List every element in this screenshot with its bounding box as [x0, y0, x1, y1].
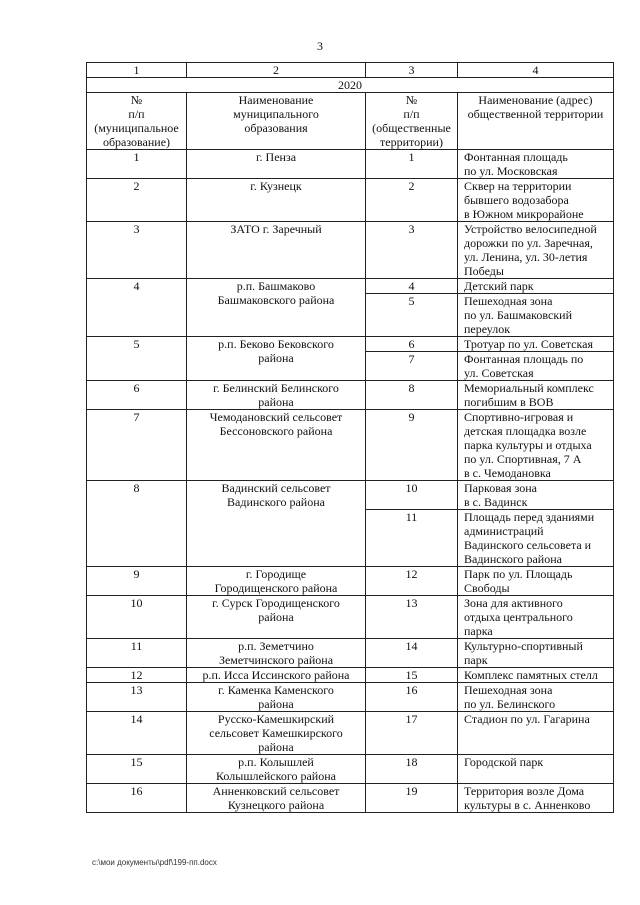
mo-number-cell: 16: [87, 784, 187, 813]
mo-number-cell: 3: [87, 222, 187, 279]
mo-name-cell-line: Башмаковского района: [217, 293, 335, 307]
header-mo-name-line: муниципального: [233, 107, 319, 121]
territory-name-cell-line: Парк по ул. Площадь: [464, 567, 573, 581]
territory-number-cell: 18: [366, 755, 458, 784]
header-territory-number-line: №: [405, 93, 418, 107]
header-territory-name-line: общественной территории: [467, 107, 604, 121]
territory-number-cell: 16: [366, 683, 458, 712]
territory-name-cell: [458, 683, 614, 712]
territory-name-cell: [458, 179, 614, 222]
column-number-cell: 3: [366, 63, 458, 78]
mo-name-cell: [187, 639, 366, 668]
territory-name-cell-line: Городской парк: [464, 755, 544, 769]
footer-file-path: c:\мои документы\pdf\199-пп.docx: [92, 858, 217, 867]
header-territory-number: [366, 93, 458, 150]
header-mo-name-line: Наименование: [238, 93, 314, 107]
mo-name-cell: [187, 712, 366, 755]
territory-name-cell-line: парка культуры и отдыха: [464, 438, 592, 452]
table-row: [87, 668, 614, 683]
mo-name-cell-line: Анненковский сельсовет: [212, 784, 340, 798]
territory-name-cell-line: переулок: [464, 322, 511, 336]
territory-name-cell-line: Территория возле Дома: [464, 784, 585, 798]
mo-name-cell-line: г. Каменка Каменского: [218, 683, 334, 697]
territory-name-cell-line: Вадинского района: [464, 552, 562, 566]
territory-name-cell-line: Парковая зона: [464, 481, 537, 495]
mo-name-cell: [187, 279, 366, 337]
territory-name-cell: [458, 150, 614, 179]
mo-name-cell: [187, 150, 366, 179]
mo-name-cell: [187, 596, 366, 639]
territory-name-cell-line: Зона для активного: [464, 596, 563, 610]
mo-name-cell-line: сельсовет Камешкирского: [209, 726, 343, 740]
mo-name-cell-line: р.п. Беково Бековского: [218, 337, 334, 351]
territory-name-cell-line: дорожки по ул. Заречная,: [464, 236, 593, 250]
header-territory-name: [458, 93, 614, 150]
mo-name-cell: [187, 683, 366, 712]
territory-name-cell-line: администраций: [464, 524, 544, 538]
territory-name-cell-line: Пешеходная зона: [464, 683, 553, 697]
mo-name-cell-line: Вадинского района: [227, 495, 325, 509]
territory-name-cell-line: Сквер на территории: [464, 179, 572, 193]
mo-name-cell-line: г. Пенза: [255, 150, 297, 164]
mo-name-cell-line: Бессоновского района: [219, 424, 333, 438]
header-territory-number-line: п/п: [403, 107, 420, 121]
year-row: [87, 78, 614, 93]
territory-number-cell: 5: [366, 294, 458, 337]
mo-name-cell: [187, 381, 366, 410]
mo-name-cell-line: района: [258, 351, 294, 365]
territory-name-cell-line: Фонтанная площадь по: [464, 352, 584, 366]
territory-name-cell-line: Мемориальный комплекс: [464, 381, 594, 395]
mo-number-cell: 4: [87, 279, 187, 337]
header-mo-number-line: №: [130, 93, 143, 107]
territory-name-cell-line: по ул. Башмаковский: [464, 308, 572, 322]
territories-table: [86, 62, 614, 813]
territory-number-cell: 17: [366, 712, 458, 755]
table-row: [87, 596, 614, 639]
mo-name-cell-line: Кузнецкого района: [227, 798, 325, 812]
territory-number-cell: 8: [366, 381, 458, 410]
territory-name-cell: [458, 481, 614, 510]
table-row: [87, 567, 614, 596]
mo-number-cell: 2: [87, 179, 187, 222]
territory-name-cell-line: парка: [464, 624, 493, 638]
territory-name-cell-line: отдыха центрального: [464, 610, 573, 624]
table-row: [87, 683, 614, 712]
territory-name-cell-line: Спортивно-игровая и: [464, 410, 574, 424]
mo-name-cell: [187, 755, 366, 784]
territory-number-cell: 1: [366, 150, 458, 179]
mo-name-cell-line: Русско-Камешкирский: [217, 712, 335, 726]
territory-name-cell-line: Стадион по ул. Гагарина: [464, 712, 590, 726]
territory-number-cell: 14: [366, 639, 458, 668]
header-mo-number-line: п/п: [128, 107, 145, 121]
header-territory-name-line: Наименование (адрес): [478, 93, 593, 107]
mo-name-cell-line: г. Кузнецк: [250, 179, 302, 193]
territory-number-cell: 10: [366, 481, 458, 510]
table-row: [87, 410, 614, 481]
mo-number-cell: 8: [87, 481, 187, 567]
territory-name-cell-line: Фонтанная площадь: [464, 150, 568, 164]
territory-name-cell-line: парк: [464, 653, 488, 667]
territory-name-cell-line: погибшим в ВОВ: [464, 395, 554, 409]
territory-name-cell: [458, 352, 614, 381]
header-mo-number-line: образование): [102, 135, 171, 149]
territory-name-cell-line: в с. Вадинск: [464, 495, 528, 509]
header-mo-name-line: образования: [244, 121, 308, 135]
territory-name-cell-line: Устройство велосипедной: [464, 222, 597, 236]
territory-name-cell-line: по ул. Московская: [464, 164, 558, 178]
mo-number-cell: 5: [87, 337, 187, 381]
territory-name-cell-line: Культурно-спортивный: [464, 639, 583, 653]
territory-number-cell: 6: [366, 337, 458, 352]
header-territory-number-line: территории): [380, 135, 443, 149]
mo-name-cell-line: Вадинский сельсовет: [221, 481, 331, 495]
territory-name-cell: [458, 222, 614, 279]
mo-name-cell-line: ЗАТО г. Заречный: [230, 222, 322, 236]
territory-number-cell: 7: [366, 352, 458, 381]
table-row: [87, 712, 614, 755]
mo-name-cell: [187, 410, 366, 481]
column-number-row: [87, 63, 614, 78]
territory-number-cell: 13: [366, 596, 458, 639]
mo-name-cell-line: г. Белинский Белинского: [213, 381, 339, 395]
territory-name-cell: [458, 755, 614, 784]
territory-name-cell-line: бывшего водозабора: [464, 193, 569, 207]
territory-name-cell-line: Площадь перед зданиями: [464, 510, 595, 524]
header-territory-number-line: (общественные: [372, 121, 451, 135]
territory-name-cell: [458, 381, 614, 410]
territory-name-cell-line: Комплекс памятных стелл: [464, 668, 598, 682]
mo-number-cell: 10: [87, 596, 187, 639]
territory-name-cell: [458, 510, 614, 567]
table-row: [87, 337, 614, 352]
mo-number-cell: 9: [87, 567, 187, 596]
territory-name-cell: [458, 337, 614, 352]
table-row: [87, 381, 614, 410]
mo-name-cell: [187, 668, 366, 683]
territory-name-cell-line: в с. Чемодановка: [464, 466, 551, 480]
table-body: [87, 63, 614, 813]
territory-number-cell: 3: [366, 222, 458, 279]
territory-name-cell-line: по ул. Белинского: [464, 697, 556, 711]
mo-name-cell: [187, 784, 366, 813]
mo-name-cell: [187, 337, 366, 381]
table-row: [87, 222, 614, 279]
mo-number-cell: 12: [87, 668, 187, 683]
territory-name-cell-line: Свободы: [464, 581, 510, 595]
mo-name-cell-line: Земетчинского района: [218, 653, 334, 667]
territory-number-cell: 4: [366, 279, 458, 294]
territory-number-cell: 11: [366, 510, 458, 567]
territory-name-cell-line: Пешеходная зона: [464, 294, 553, 308]
territory-name-cell-line: ул. Советская: [464, 366, 534, 380]
table-row: [87, 481, 614, 510]
territory-name-cell: [458, 712, 614, 755]
table-row: [87, 179, 614, 222]
mo-number-cell: 15: [87, 755, 187, 784]
territory-name-cell-line: Детский парк: [464, 279, 534, 293]
territory-name-cell: [458, 596, 614, 639]
territory-name-cell-line: Победы: [464, 264, 504, 278]
mo-name-cell-line: Чемодановский сельсовет: [209, 410, 343, 424]
territory-name-cell: [458, 567, 614, 596]
mo-number-cell: 14: [87, 712, 187, 755]
mo-number-cell: 11: [87, 639, 187, 668]
mo-name-cell-line: г. Сурск Городищенского: [212, 596, 340, 610]
mo-name-cell-line: р.п. Башмаково: [236, 279, 316, 293]
mo-name-cell: [187, 179, 366, 222]
header-row: [87, 93, 614, 150]
mo-name-cell-line: района: [258, 697, 294, 711]
territory-name-cell-line: Тротуар по ул. Советская: [464, 337, 593, 351]
mo-number-cell: 1: [87, 150, 187, 179]
table-row: [87, 755, 614, 784]
territory-number-cell: 9: [366, 410, 458, 481]
territory-name-cell: [458, 668, 614, 683]
column-number-cell: 4: [458, 63, 614, 78]
territory-number-cell: 12: [366, 567, 458, 596]
column-number-cell: 1: [87, 63, 187, 78]
header-mo-name: [187, 93, 366, 150]
mo-number-cell: 13: [87, 683, 187, 712]
territory-name-cell: [458, 410, 614, 481]
year-cell: 2020: [87, 78, 614, 93]
territory-name-cell-line: Вадинского сельсовета и: [464, 538, 592, 552]
territory-number-cell: 2: [366, 179, 458, 222]
territory-name-cell-line: детская площадка возле: [464, 424, 587, 438]
column-number-cell: 2: [187, 63, 366, 78]
mo-number-cell: 6: [87, 381, 187, 410]
mo-name-cell: [187, 567, 366, 596]
territory-name-cell-line: по ул. Спортивная, 7 А: [464, 452, 582, 466]
mo-name-cell-line: р.п. Земетчино: [238, 639, 314, 653]
table-row: [87, 784, 614, 813]
territory-name-cell: [458, 639, 614, 668]
table-row: [87, 279, 614, 294]
mo-name-cell-line: района: [258, 395, 294, 409]
territory-name-cell: [458, 279, 614, 294]
mo-name-cell-line: района: [258, 610, 294, 624]
territory-number-cell: 19: [366, 784, 458, 813]
mo-name-cell: [187, 222, 366, 279]
mo-name-cell-line: Городищенского района: [214, 581, 338, 595]
mo-name-cell: [187, 481, 366, 567]
mo-number-cell: 7: [87, 410, 187, 481]
mo-name-cell-line: г. Городище: [245, 567, 307, 581]
table-row: [87, 150, 614, 179]
table-row: [87, 639, 614, 668]
territory-number-cell: 15: [366, 668, 458, 683]
territory-name-cell-line: в Южном микрорайоне: [464, 207, 584, 221]
territory-name-cell-line: ул. Ленина, ул. 30-летия: [464, 250, 588, 264]
mo-name-cell-line: р.п. Исса Иссинского района: [202, 668, 350, 682]
territory-name-cell: [458, 784, 614, 813]
mo-name-cell-line: района: [258, 740, 294, 754]
header-mo-number: [87, 93, 187, 150]
page-number: 3: [317, 39, 323, 53]
mo-name-cell-line: Колышлейского района: [216, 769, 336, 783]
mo-name-cell-line: р.п. Колышлей: [238, 755, 314, 769]
territory-name-cell-line: культуры в с. Анненково: [464, 798, 591, 812]
header-mo-number-line: (муниципальное: [94, 121, 179, 135]
territory-name-cell: [458, 294, 614, 337]
